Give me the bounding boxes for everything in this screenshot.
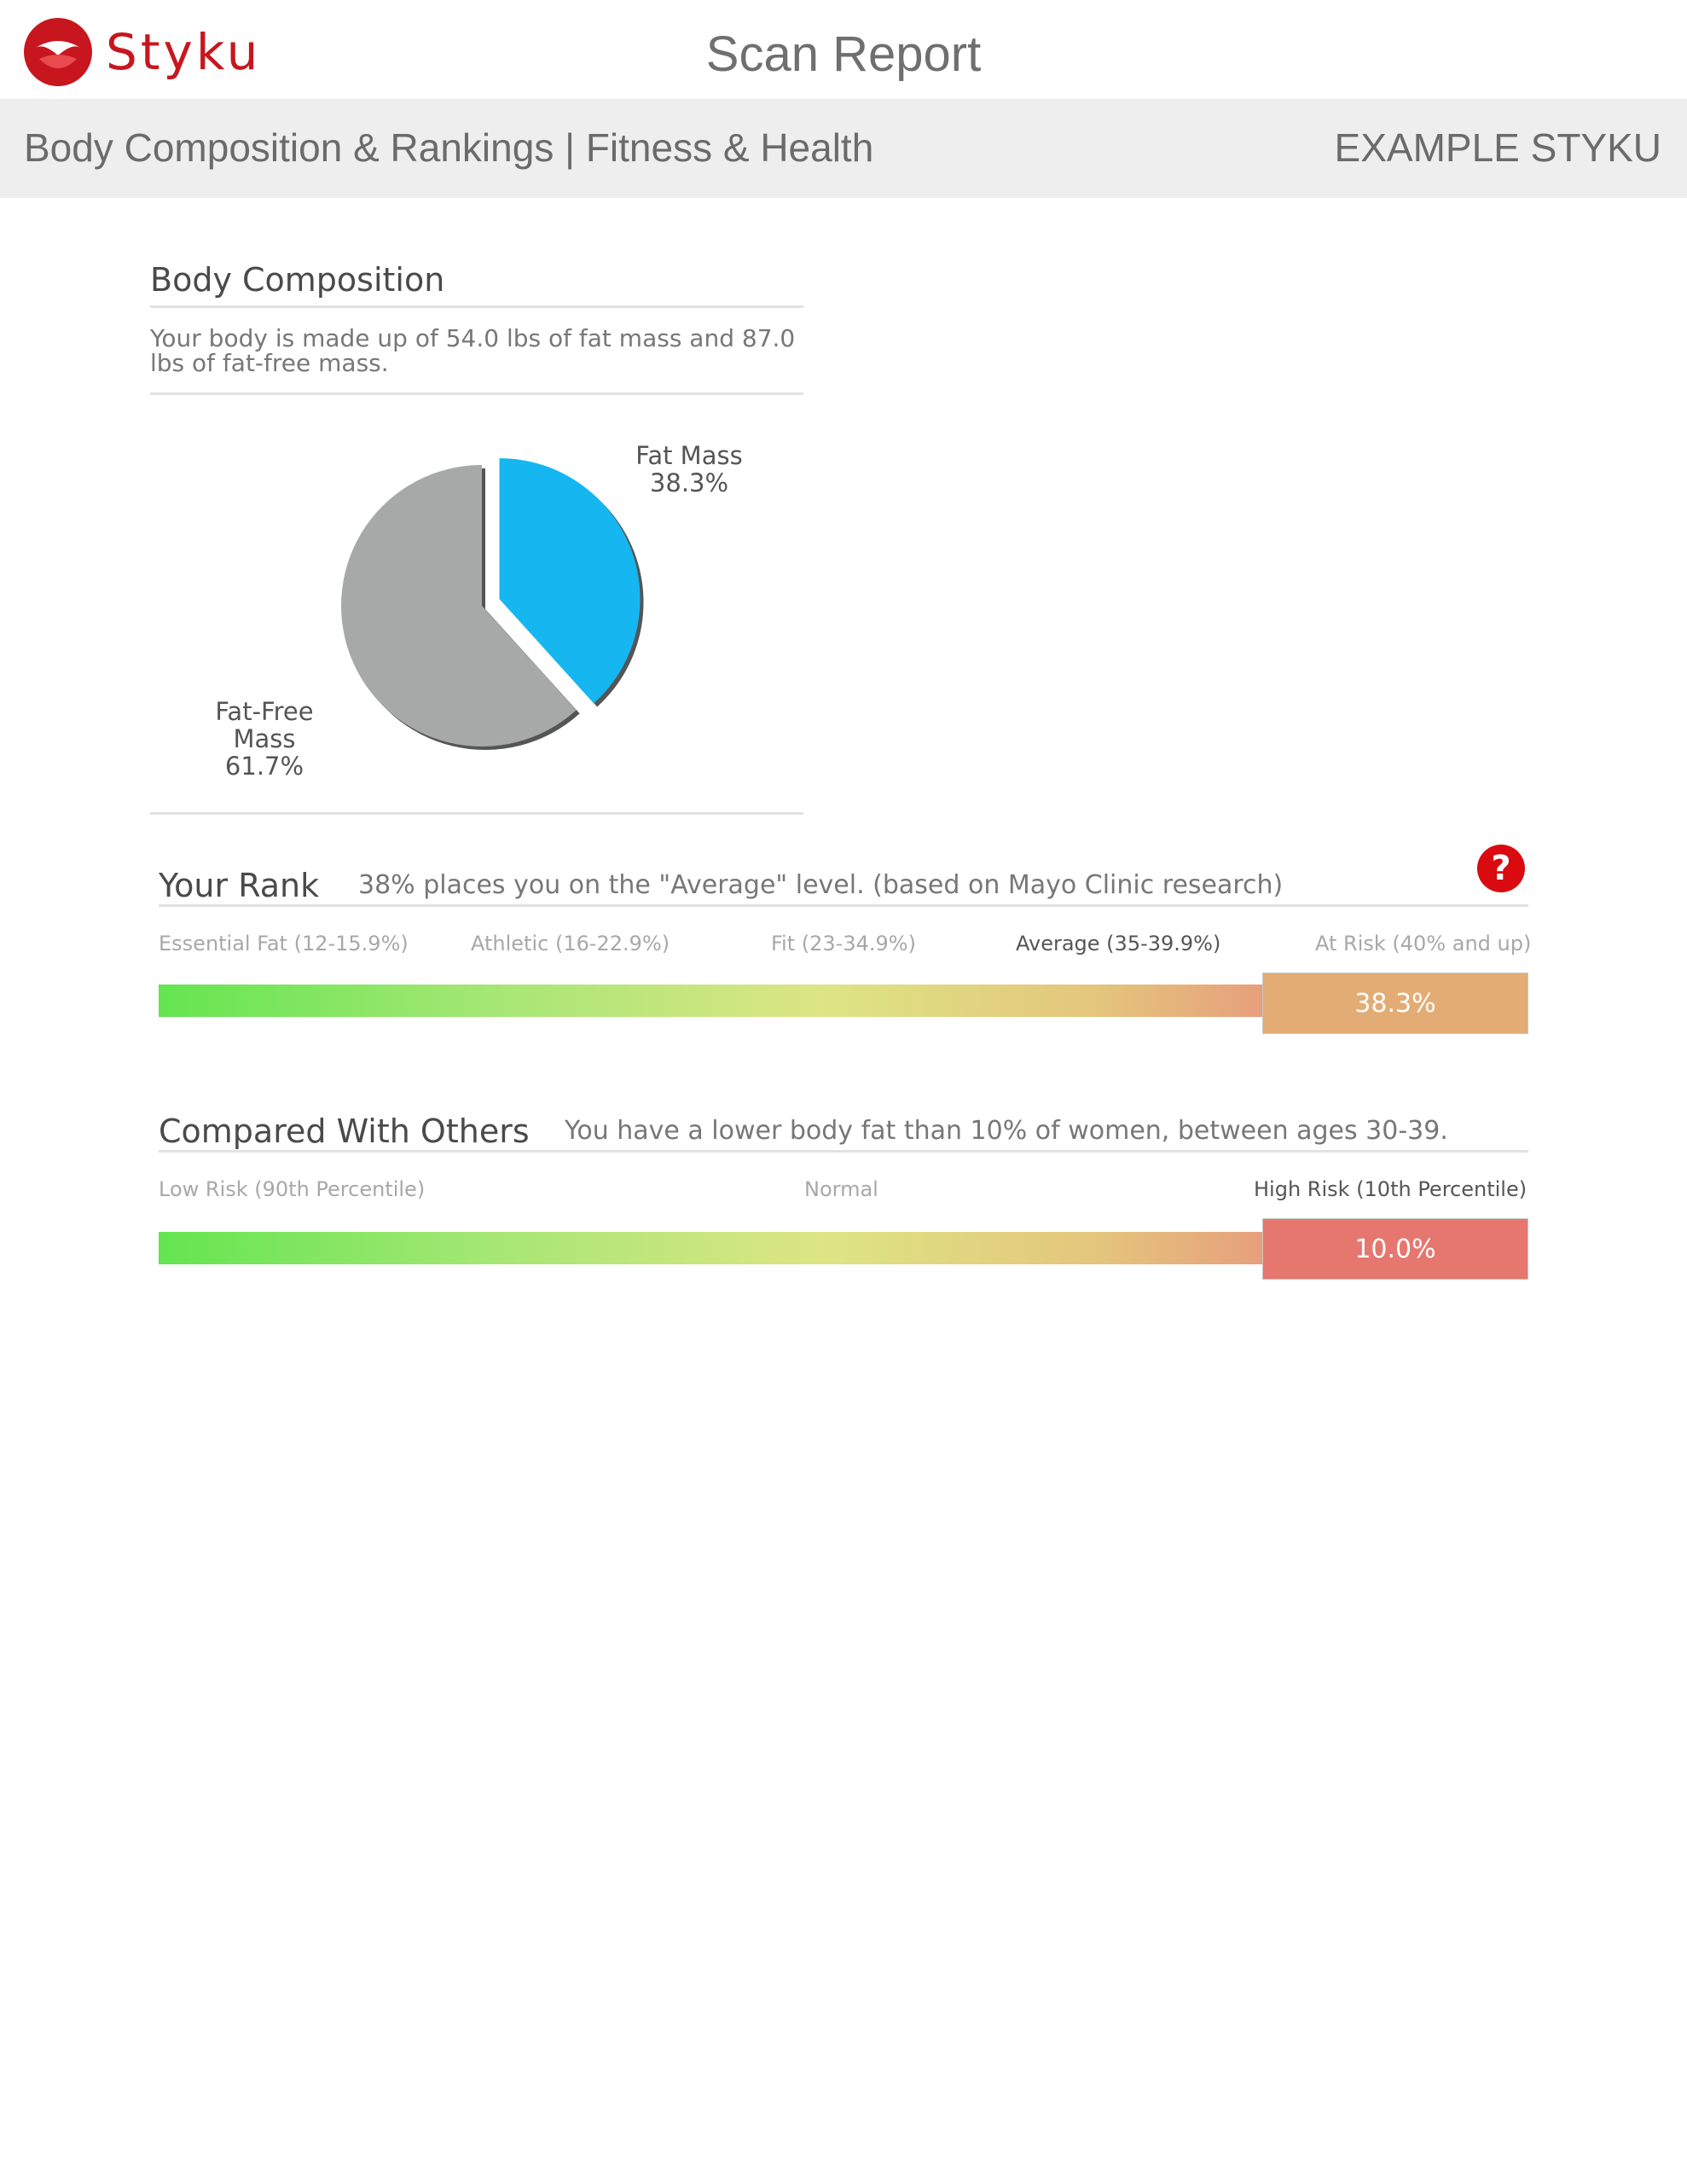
- divider: [150, 812, 803, 815]
- client-name: EXAMPLE STYKU: [1334, 125, 1661, 170]
- rank-description: 38% places you on the "Average" level. (based on Mayo Clinic research): [358, 870, 1284, 900]
- fat-free-value: 61.7%: [224, 752, 304, 781]
- fat-free-label-line1: Fat-Free: [215, 697, 314, 726]
- divider: [150, 392, 803, 395]
- divider: [159, 904, 1528, 907]
- pie-label-fat-free-mass: [188, 698, 341, 780]
- compare-gradient-bar: [159, 1232, 1264, 1264]
- rank-label-fit: Fit (23-34.9%): [771, 932, 916, 956]
- compare-marker-badge: 10.0%: [1262, 1218, 1528, 1280]
- fat-mass-value: 38.3%: [649, 468, 729, 497]
- brand-name: Styku: [106, 23, 262, 81]
- fat-free-label-line2: Mass: [233, 724, 296, 753]
- rank-label-average: Average (35-39.9%): [1016, 932, 1221, 956]
- your-rank-title: Your Rank: [159, 867, 320, 904]
- rank-marker-badge: 38.3%: [1262, 973, 1528, 1034]
- divider: [159, 1150, 1528, 1153]
- rank-label-at-risk: At Risk (40% and up): [1315, 932, 1532, 956]
- body-composition-title: Body Composition: [150, 261, 445, 299]
- divider: [150, 305, 803, 308]
- fat-mass-label: Fat Mass: [635, 441, 743, 470]
- help-icon[interactable]: ?: [1477, 845, 1525, 892]
- compare-label-normal: Normal: [804, 1177, 878, 1201]
- report-subtitle: Body Composition & Rankings | Fitness & Health: [24, 125, 874, 170]
- rank-gradient-bar: [159, 985, 1264, 1017]
- pie-label-fat-mass: [621, 442, 757, 497]
- compare-label-low-risk: Low Risk (90th Percentile): [159, 1177, 426, 1201]
- rank-label-essential-fat: Essential Fat (12-15.9%): [159, 932, 409, 956]
- body-composition-pie-chart: [324, 444, 657, 776]
- compare-label-high-risk: High Risk (10th Percentile): [1254, 1177, 1528, 1201]
- compared-with-others-title: Compared With Others: [159, 1112, 530, 1150]
- rank-label-athletic: Athletic (16-22.9%): [471, 932, 670, 956]
- page-title: Scan Report: [705, 26, 982, 82]
- compare-description: You have a lower body fat than 10% of women, between ages 30-39.: [565, 1116, 1448, 1146]
- body-composition-description: Your body is made up of 54.0 lbs of fat mass and 87.0 lbs of fat-free mass.: [150, 324, 796, 377]
